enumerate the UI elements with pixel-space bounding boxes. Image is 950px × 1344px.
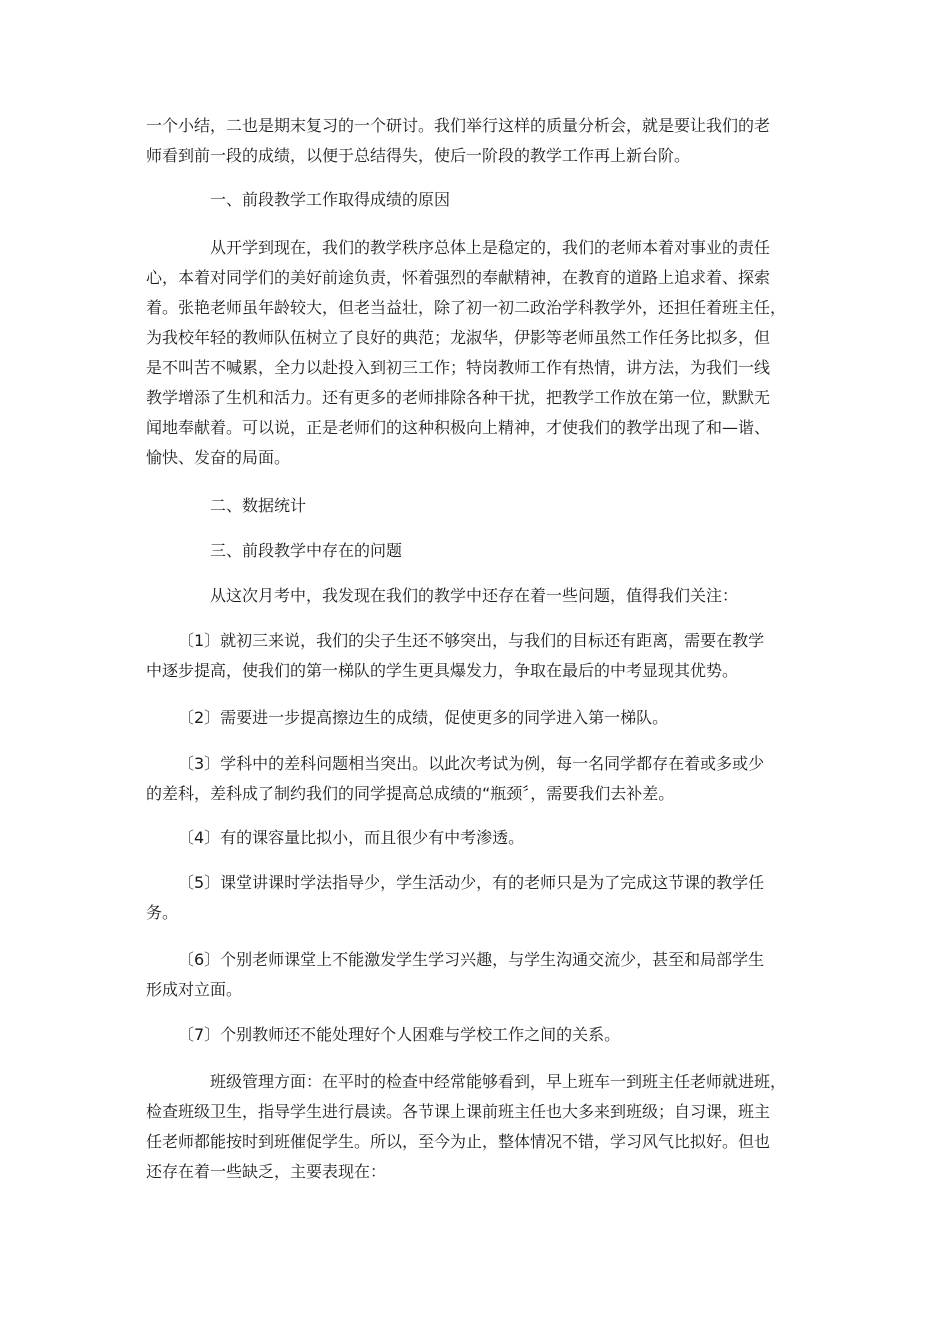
text-line: 从开学到现在，我们的教学秩序总体上是稳定的，我们的老师本着对事业的责任 <box>210 238 771 257</box>
text-line: 为我校年轻的教师队伍树立了良好的典范；龙淑华，伊影等老师虽然工作任务比拟多，但 <box>146 328 771 347</box>
text-line: 〔5〕课堂讲课时学法指导少，学生活动少，有的老师只是为了完成这节课的教学任 <box>178 873 765 892</box>
intro-paragraph <box>146 111 806 171</box>
text-line: 着。张艳老师虽年龄较大，但老当益壮，除了初一初二政治学科教学外，还担任着班主任， <box>146 298 787 317</box>
problem-item-5 <box>146 868 806 928</box>
text-line: 〔3〕学科中的差科问题相当突出。以此次考试为例，每一名同学都存在着或多或少 <box>178 754 765 773</box>
text-line: 心，本着对同学们的美好前途负责，怀着强烈的奉献精神，在教育的道路上追求着、探索 <box>146 268 771 287</box>
text-line: 〔6〕个别老师课堂上不能激发学生学习兴趣，与学生沟通交流少，甚至和局部学生 <box>178 950 765 969</box>
text-line: 还存在着一些缺乏，主要表现在： <box>146 1162 387 1181</box>
text-line: 〔1〕就初三来说，我们的尖子生还不够突出，与我们的目标还有距离，需要在教学 <box>178 631 765 650</box>
text-line: 一个小结，二也是期末复习的一个研讨。我们举行这样的质量分析会，就是要让我们的老 <box>146 116 771 135</box>
text-line: 班级管理方面：在平时的检查中经常能够看到，早上班车一到班主任老师就进班， <box>210 1072 787 1091</box>
problem-item-1 <box>146 626 806 686</box>
text-line: 愉快、发奋的局面。 <box>146 448 291 467</box>
problem-item-6 <box>146 945 806 1005</box>
problem-item-2: 〔2〕需要进一步提高擦边生的成绩，促使更多的同学进入第一梯队。 <box>178 708 669 727</box>
text-line: 是不叫苦不喊累，全力以赴投入到初三工作；特岗教师工作有热情，讲方法，为我们一线 <box>146 358 771 377</box>
text-line: 闻地奉献着。可以说，正是老师们的这种积极向上精神，才使我们的教学出现了和—谐、 <box>146 418 771 437</box>
text-line: 教学增添了生机和活力。还有更多的老师排除各种干扰，把教学工作放在第一位，默默无 <box>146 388 771 407</box>
text-line: 的差科，差科成了制约我们的同学提高总成绩的“瓶颈〞，需要我们去补差。 <box>146 784 675 803</box>
text-line: 任老师都能按时到班催促学生。所以，至今为止，整体情况不错，学习风气比拟好。但也 <box>146 1132 771 1151</box>
class-management-paragraph <box>146 1067 806 1187</box>
problem-item-3 <box>146 749 806 809</box>
text-line: 师看到前一段的成绩，以便于总结得失，使后一阶段的教学工作再上新台阶。 <box>146 146 691 165</box>
section-heading-1: 一、前段教学工作取得成绩的原因 <box>210 190 451 209</box>
text-line: 中逐步提高，使我们的第一梯队的学生更具爆发力，争取在最后的中考显现其优势。 <box>146 661 739 680</box>
text-line: 检查班级卫生，指导学生进行晨读。各节课上课前班主任也大多来到班级；自习课，班主 <box>146 1102 771 1121</box>
text-line: 务。 <box>146 903 179 922</box>
text-line: 形成对立面。 <box>146 980 243 999</box>
problem-item-7: 〔7〕个别教师还不能处理好个人困难与学校工作之间的关系。 <box>178 1025 621 1044</box>
problem-item-4: 〔4〕有的课容量比拟小，而且很少有中考渗透。 <box>178 828 525 847</box>
section-heading-2: 二、数据统计 <box>210 496 307 515</box>
section-heading-3: 三、前段教学中存在的问题 <box>210 541 403 560</box>
achievements-paragraph <box>146 233 806 473</box>
problems-intro-paragraph: 从这次月考中，我发现在我们的教学中还存在着一些问题，值得我们关注： <box>210 586 739 605</box>
